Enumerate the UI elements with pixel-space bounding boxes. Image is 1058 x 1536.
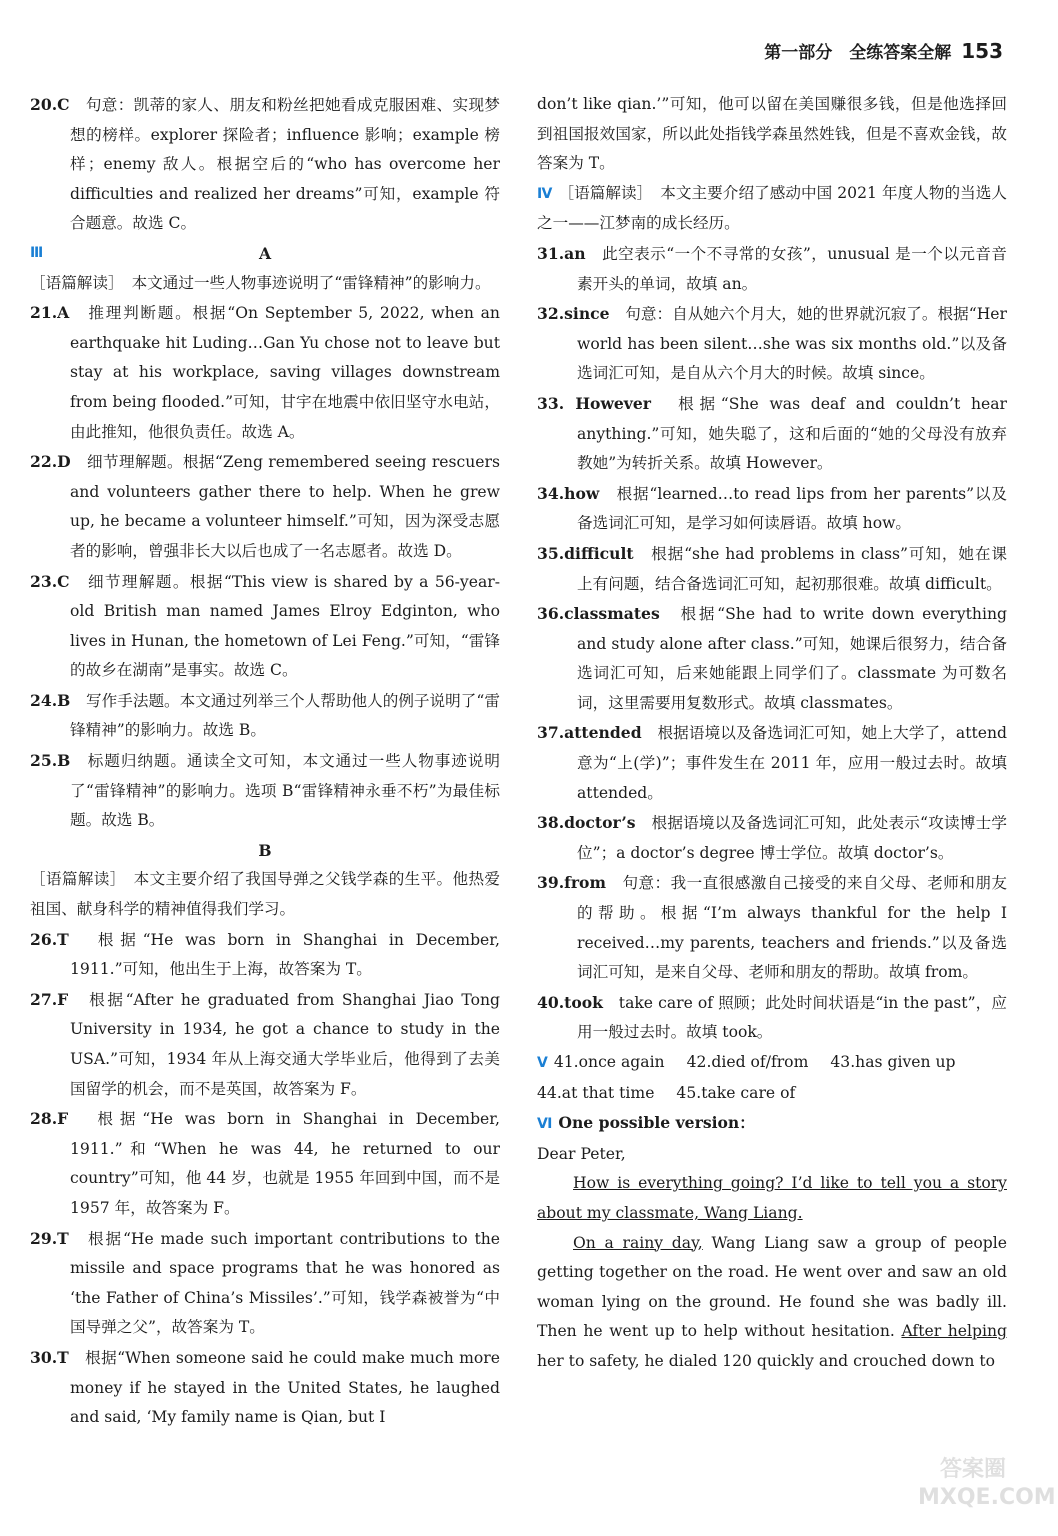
- essay-text: How is everything going? I’d like to tell you a story about my classmate, Wang Liang.: [537, 1174, 1007, 1222]
- phrase-answer: 44.at that time: [537, 1083, 655, 1102]
- answer-item: [537, 718, 1007, 808]
- answer-explanation: 细节理解题。根据“Zeng remembered seeing rescuers and volunteers gather there to help. When he grew up, he became a volunteer himself.”可知，因为深受志愿者的影响，曾强非长大以后也成了一名志愿者。故选 D。: [70, 453, 500, 560]
- answer-item: [30, 1343, 500, 1433]
- answer-item: [537, 599, 1007, 718]
- answer-explanation: 细节理解题。根据“This view is shared by a 56-year-old British man named James Elroy Edginton, who lives in Hunan, the hometown of Lei Feng.”可知，“雷锋的故乡在湖南”是事实。故选 C。: [70, 572, 500, 680]
- answer-number: 21.A: [30, 303, 70, 323]
- answer-explanation: take care of 照顾；此处时间状语是“in the past”，应用一般过去时。故填 took。: [577, 993, 1007, 1042]
- answer-explanation: 根据“She had to write down everything and study alone after class.”可知，她课后很努力，结合备选词汇可知，后来她能跟上同学们了。classmate 为可数名词，这里需要用复数形式。故填 classmates。: [577, 605, 1007, 712]
- phrase-answer: 45.take care of: [676, 1083, 796, 1102]
- answer-item: [537, 299, 1007, 389]
- answer-explanation: 根据“she had problems in class”可知，她在课上有问题，结合备选词汇可知，起初那很难。故填 difficult。: [577, 544, 1007, 593]
- header-title: 第一部分 全练答案全解: [764, 43, 952, 63]
- essay-paragraph: [537, 1229, 1007, 1377]
- answer-number: 39.from: [537, 873, 606, 893]
- section-number-icon: Ⅴ: [537, 1055, 548, 1071]
- answer-explanation: 根据语境以及备选词汇可知，此处表示“攻读博士学位”；a doctor’s degree 博士学位。故填 doctor’s。: [577, 814, 1007, 862]
- answer-item: [30, 686, 500, 746]
- answer-explanation: 写作手法题。本文通过列举三个人帮助他人的例子说明了“雷锋精神”的影响力。故选 B。: [70, 691, 500, 740]
- right-column: [537, 90, 1007, 1377]
- answer-item: [537, 988, 1007, 1048]
- answer-number: 40.took: [537, 992, 603, 1012]
- answer-number: 33. However: [537, 393, 651, 413]
- answer-explanation: 根据“He made such important contributions to the missile and space programs that he was honored as ‘the Father of China’s Missiles’.”可知，钱学森被誉为“中国导弹之父”，故答案为 T。: [70, 1229, 500, 1337]
- answer-number: 36.classmates: [537, 604, 660, 624]
- answer-explanation: 根据语境以及备选词汇可知，她上大学了，attend 意为“上(学)”；事件发生在 2011 年，应用一般过去时。故填 attended。: [577, 724, 1007, 802]
- answer-line: [537, 1079, 1007, 1109]
- answer-explanation: 根据“After he graduated from Shanghai Jiao Tong University in 1934, he got a chance to study in the USA.”可知，1934 年从上海交通大学毕业后，他得到了去美国留学的机会，而不是英国，故答案为 F。: [70, 990, 500, 1098]
- answer-number: 27.F: [30, 989, 69, 1009]
- watermark-line1: 答案圈: [939, 1457, 1006, 1482]
- answer-number: 37.attended: [537, 723, 642, 743]
- answer-item: [537, 239, 1007, 299]
- section-number-icon: Ⅳ: [537, 185, 553, 202]
- left-column: [30, 90, 500, 1433]
- page-number: 153: [961, 39, 1003, 63]
- answer-number: 38.doctor’s: [537, 813, 636, 833]
- answer-explanation: 根据“When someone said he could make much more money if he stayed in the United States, he laughed and said, ‘My family name is Qian, but I: [70, 1348, 500, 1427]
- answer-item: [30, 1224, 500, 1343]
- answer-explanation: 句意：凯蒂的家人、朋友和粉丝把她看成克服困难、实现梦想的榜样。explorer 探险者；influence 影响；example 榜样；enemy 敌人。根据空后的“who has overcome her difficulties and realized her dreams”可知，example 符合题意。故选 C。: [70, 96, 500, 233]
- answer-item: [30, 1104, 500, 1223]
- answer-number: 32.since: [537, 304, 610, 324]
- answer-number: 20.C: [30, 95, 70, 114]
- answer-explanation: 根据“learned…to read lips from her parents”以及备选词汇可知，是学习如何读唇语。故填 how。: [577, 484, 1007, 533]
- answer-item: [30, 567, 500, 686]
- passage-summary: [30, 269, 500, 299]
- essay-paragraph: [537, 1169, 1007, 1228]
- passage-label: A: [258, 243, 272, 263]
- writing-heading: [537, 1108, 1007, 1140]
- phrase-answer: 42.died of/from: [686, 1053, 809, 1071]
- answer-line: [537, 1048, 1007, 1079]
- answer-item: [30, 985, 500, 1104]
- answer-continuation: don’t like qian.’”可知，他可以留在美国赚很多钱，但是他选择回到祖国报效国家，所以此处指钱学森虽然姓钱，但是不喜欢金钱，故答案为 T。: [537, 95, 1007, 173]
- answer-item: [537, 868, 1007, 987]
- answer-item: [537, 808, 1007, 868]
- answer-item: [30, 298, 500, 447]
- answer-item: [537, 539, 1007, 599]
- watermark-line2: MXQE.COM: [918, 1485, 1056, 1510]
- summary-text: 本文主要介绍了感动中国 2021 年度人物的当选人之一——江梦南的成长经历。: [537, 183, 1007, 233]
- answer-item: [30, 90, 500, 239]
- answer-item: [30, 447, 500, 566]
- phrase-answer: 43.has given up: [830, 1053, 956, 1071]
- passage-summary: [537, 179, 1007, 239]
- answer-item: [30, 746, 500, 836]
- page-header: [764, 38, 1003, 63]
- answer-explanation: 此空表示“一个不寻常的女孩”，unusual 是一个以元音音素开头的单词，故填 an。: [577, 244, 1007, 293]
- phrase-answer: 41.once again: [553, 1053, 665, 1071]
- section-number-icon: Ⅲ: [30, 244, 44, 261]
- answer-number: 35.difficult: [537, 543, 634, 563]
- writing-title: One possible version：: [558, 1113, 755, 1133]
- answer-number: 22.D: [30, 452, 71, 472]
- answer-number: 34.how: [537, 483, 600, 503]
- answer-number: 28.F: [30, 1109, 69, 1129]
- answer-number: 26.T: [30, 929, 69, 949]
- summary-label: ［语篇解读］: [30, 870, 126, 889]
- essay-text: Wang Liang saw a group of people getting together on the road. He went over and saw an old woman lying on the ground. He found she was badly ill. Then he went up to help without hesitation.: [537, 1233, 1008, 1341]
- answer-explanation: 根据“He was born in Shanghai in December, 1911.”可知，他出生于上海，故答案为 T。: [70, 930, 500, 979]
- answer-number: 24.B: [30, 690, 71, 710]
- answer-item: [30, 925, 500, 985]
- answer-number: 25.B: [30, 751, 71, 771]
- answer-explanation: 根据“She was deaf and couldn’t hear anything.”可知，她失聪了，这和后面的“她的父母没有放弃教她”为转折关系。故填 However。: [577, 394, 1007, 473]
- letter-greeting: Dear Peter,: [537, 1144, 626, 1163]
- summary-label: ［语篇解读］: [30, 273, 124, 292]
- summary-label: ［语篇解读］: [558, 183, 653, 202]
- answer-number: 31.an: [537, 243, 586, 263]
- answer-explanation: 句意：我一直很感激自己接受的来自父母、老师和朋友的帮助。根据“I’m always thankful for the help I received…my parents, teachers and friends.”以及备选词汇可知，是来自父母、老师和朋友的帮助。故填 from。: [577, 874, 1007, 982]
- essay-text: her to safety, he dialed 120 quickly and crouched down to: [537, 1351, 996, 1370]
- passage-summary: [30, 865, 500, 924]
- summary-text: 本文主要介绍了我国导弹之父钱学森的生平。他热爱祖国、献身科学的精神值得我们学习。: [30, 870, 500, 919]
- answer-explanation: 推理判断题。根据“On September 5, 2022, when an earthquake hit Luding…Gan Yu chose not to leave but stay at his workplace, saving villages downstream from being flooded.”可知，甘宇在地震中依旧坚守水电站，由此推知，他很负责任。故选 A。: [70, 304, 500, 441]
- essay-text: On a rainy day,: [573, 1233, 703, 1252]
- answer-number: 23.C: [30, 571, 70, 591]
- answer-item: [537, 479, 1007, 539]
- watermark: [918, 1456, 1056, 1516]
- answer-number: 29.T: [30, 1228, 69, 1248]
- section-number-icon: Ⅵ: [537, 1116, 553, 1133]
- summary-text: 本文通过一些人物事迹说明了“雷锋精神”的影响力。: [131, 273, 491, 292]
- answer-explanation: 根据“He was born in Shanghai in December, 1911.”和“When he was 44, he returned to our country”可知，他 44 岁，也就是 1955 年回到中国，而不是 1957 年，故答案为 F。: [70, 1110, 500, 1217]
- answer-explanation: 标题归纳题。通读全文可知，本文通过一些人物事迹说明了“雷锋精神”的影响力。选项 B“雷锋精神永垂不朽”为最佳标题。故选 B。: [70, 752, 500, 830]
- answer-item: [537, 389, 1007, 479]
- answer-explanation: 句意：自从她六个月大，她的世界就沉寂了。根据“Her world has been silent…she was six months old.”以及备选词汇可知，是自从六个月大的时候。故填 since。: [577, 305, 1007, 383]
- passage-label: B: [258, 840, 272, 860]
- essay-text: After helping: [901, 1322, 1008, 1341]
- answer-number: 30.T: [30, 1347, 69, 1367]
- section-heading: [30, 239, 500, 269]
